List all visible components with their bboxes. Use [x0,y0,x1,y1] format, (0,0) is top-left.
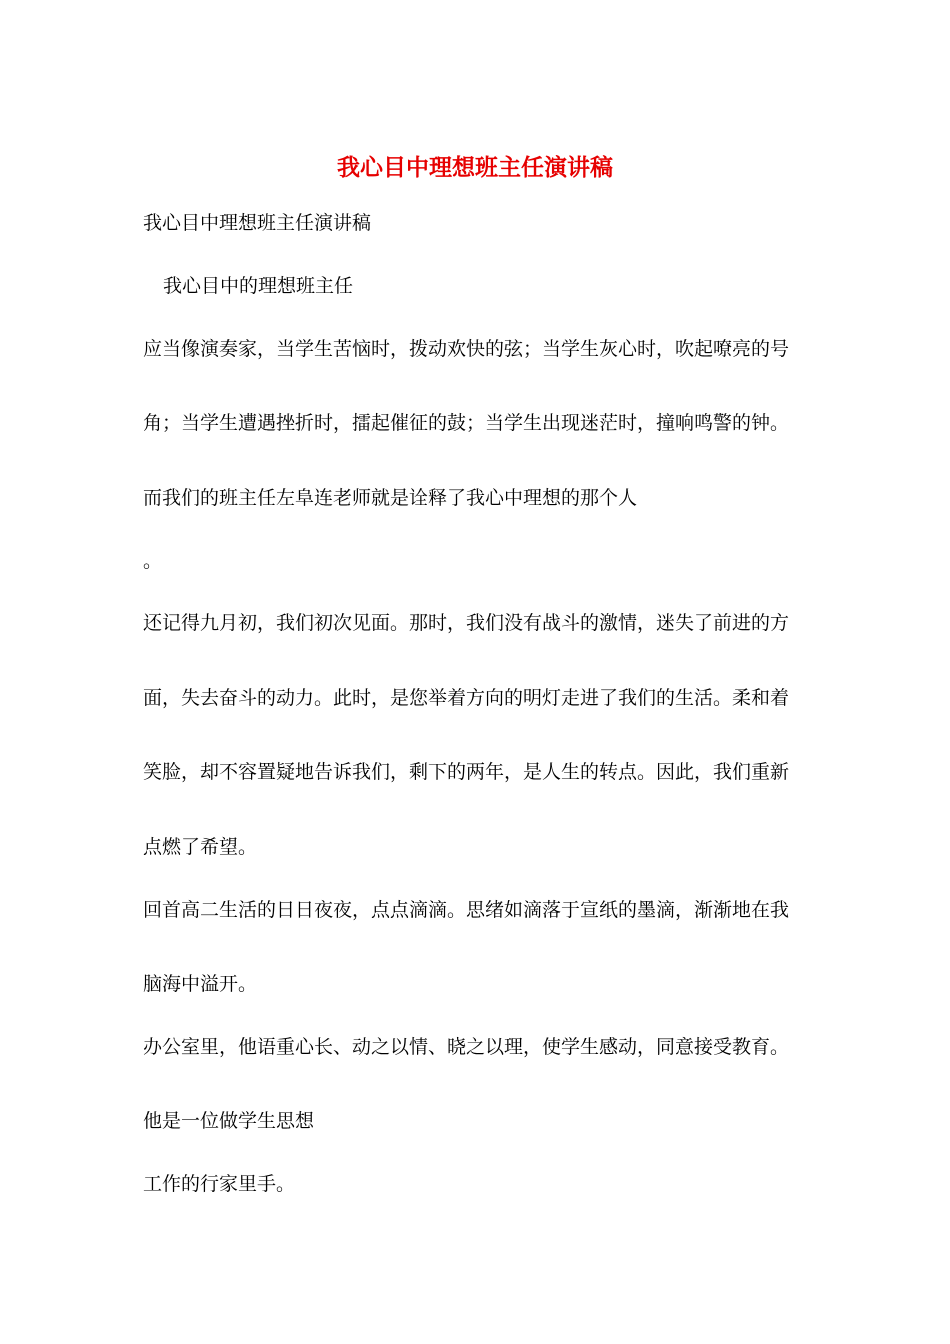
text-line-subtitle: 我心目中理想班主任演讲稿 [143,212,372,234]
text-line: 角；当学生遭遇挫折时，擂起催征的鼓；当学生出现迷茫时，撞响鸣警的钟。 [143,412,790,434]
text-line: 他是一位做学生思想 [143,1110,315,1132]
text-line-heading: 我心目中的理想班主任 [163,275,354,297]
text-line: 笑脸，却不容置疑地告诉我们，剩下的两年，是人生的转点。因此，我们重新 [143,761,790,783]
text-line: 工作的行家里手。 [143,1173,296,1195]
text-line: 。 [143,550,163,572]
document-title: 我心目中理想班主任演讲稿 [337,154,613,181]
text-line: 面，失去奋斗的动力。此时，是您举着方向的明灯走进了我们的生活。柔和着 [143,687,790,709]
text-line: 应当像演奏家，当学生苦恼时，拨动欢快的弦；当学生灰心时，吹起嘹亮的号 [143,338,790,360]
text-line: 而我们的班主任左阜连老师就是诠释了我心中理想的那个人 [143,487,638,509]
text-line: 回首高二生活的日日夜夜，点点滴滴。思绪如滴落于宣纸的墨滴，渐渐地在我 [143,899,790,921]
text-line: 办公室里，他语重心长、动之以情、晓之以理，使学生感动，同意接受教育。 [143,1036,790,1058]
text-line: 点燃了希望。 [143,836,258,858]
text-line: 脑海中溢开。 [143,973,258,995]
text-line: 还记得九月初，我们初次见面。那时，我们没有战斗的激情，迷失了前进的方 [143,612,790,634]
